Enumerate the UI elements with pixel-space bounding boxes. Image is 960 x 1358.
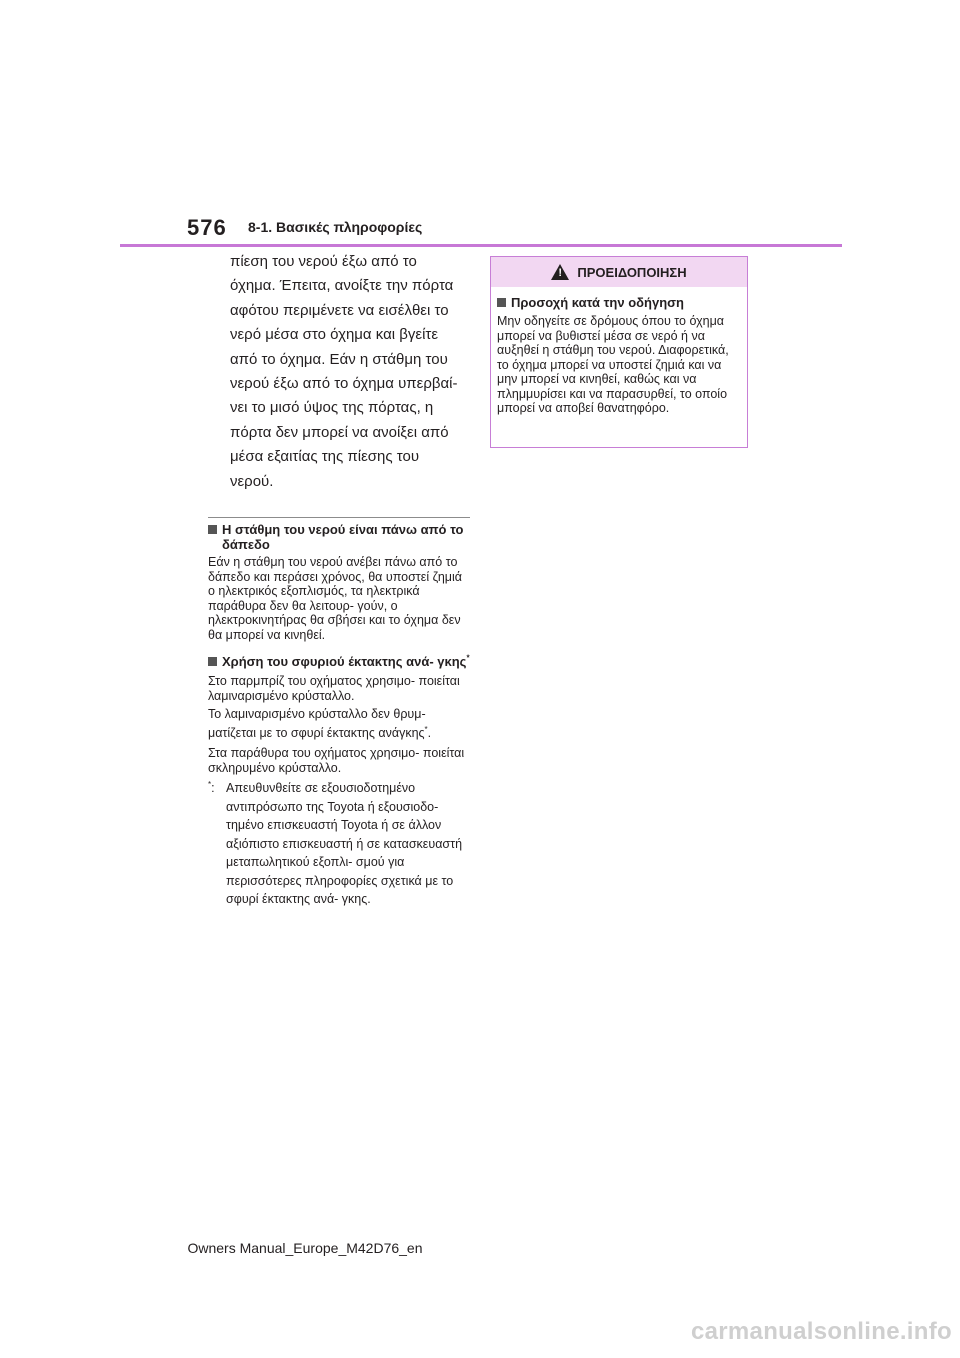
hammer-text-laminated-body: Το λαμιναρισμένο κρύσταλλο δεν θρυμ- ματίζεται με το σφυρί έκτακτης ανάγκης [208, 707, 426, 741]
warning-text: Μην οδηγείτε σε δρόμους όπου το όχημα μπορεί να βυθιστεί μέσα σε νερό ή να αυξηθεί η στάθμη του νερού. Διαφορετικά, το όχημα μπορεί να υποστεί ζημιά και να μην μπορεί να κινηθεί, καθώς και να πλημμυρίσει και να παρασυρθεί, το οποίο μπορεί να αποβεί θανατηφόρο. [497, 314, 729, 415]
warning-title: ΠΡΟΕΙΔΟΠΟΙΗΣΗ [577, 264, 687, 280]
hammer-text-windshield: Στο παρμπρίζ του οχήματος χρησιμο- ποιείται λαμιναρισμένο κρύσταλλο. [208, 674, 460, 703]
hammer-text-laminated [208, 705, 470, 743]
water-level-text: Εάν η στάθμη του νερού ανέβει πάνω από το δάπεδο και περάσει χρόνος, θα υποστεί ζημιά ο ηλεκτρικός εξοπλισμός, τα ηλεκτρικά παράθυρα δεν θα λειτουρ- γούν, ο ηλεκτροκινητήρας θα σβήσει και το όχημα δεν θα μπορεί να κινηθεί. [208, 555, 463, 642]
footer-manual-id: Owners Manual_Europe_M42D76_en [187, 1240, 423, 1256]
footnote-marker [208, 779, 215, 798]
footnote [208, 779, 470, 909]
water-level-heading-text: Η στάθμη του νερού είναι πάνω από το δάπεδο [222, 522, 464, 553]
warning-header [491, 257, 747, 287]
hammer-text-period: . [427, 726, 432, 741]
water-level-heading [208, 522, 470, 552]
hammer-heading [208, 652, 470, 671]
footnote-text: Απευθυνθείτε σε εξουσιοδοτημένο αντιπρόσωπο της Toyota ή εξουσιοδο- τημένο επισκευαστή Toyota ή σε άλλον αξιόπιστο επισκευαστή ή σε κατασκευαστή μεταπωλητικού εξοπλι- σμού για περισσότερες πληροφορίες σχετικά με το σφυρί έκτακτης ανά- γκης. [226, 781, 463, 907]
warning-body [491, 287, 747, 416]
footnote-asterisk: * [208, 779, 212, 789]
hammer-heading-footnote-mark: * [466, 653, 470, 663]
page-number: 576 [187, 215, 227, 240]
hammer-text-footnote-mark: * [424, 724, 428, 734]
section-title: 8-1. Βασικές πληροφορίες [248, 219, 423, 235]
warning-heading-text: Προσοχή κατά την οδήγηση [511, 295, 684, 310]
footnote-colon: : [211, 781, 215, 796]
left-column [208, 250, 470, 909]
bullet-square-icon [208, 657, 217, 666]
warning-box [490, 256, 748, 448]
warning-triangle-icon [551, 264, 569, 280]
continued-paragraph: πίεση του νερού έξω από το όχημα. Έπειτα, ανοίξτε την πόρτα αφότου περιμένετε να εισέλθει το νερό μέσα στο όχημα και βγείτε από το όχημα. Εάν η στάθμη του νερού έξω από το όχημα υπερβαί- νει το μισό ύψος της πόρτας, η πόρτα δεν μπορεί να ανοίξει από μέσα εξαιτίας της πίεσης του νερού. [230, 253, 458, 490]
bullet-square-icon [208, 525, 217, 534]
header-rule [120, 244, 842, 247]
warning-exclamation: ! [558, 267, 563, 279]
warning-heading [497, 295, 742, 310]
watermark: carmanualsonline.info [690, 1318, 952, 1345]
bullet-square-icon [497, 298, 506, 307]
hammer-text-windows: Στα παράθυρα του οχήματος χρησιμο- ποιείται σκληρυμένο κρύσταλλο. [208, 746, 465, 775]
hammer-heading-text: Χρήση του σφυριού έκτακτης ανά- γκης [222, 654, 467, 670]
section-divider [208, 517, 470, 518]
